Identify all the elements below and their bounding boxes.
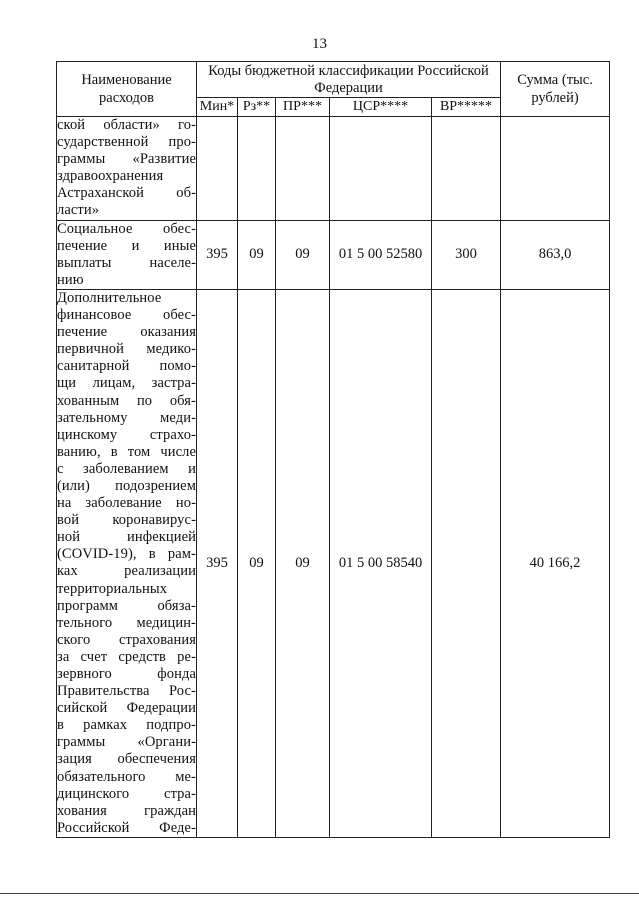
description-line: хованным по обя- xyxy=(57,392,196,409)
header-vr: ВР***** xyxy=(432,98,501,117)
description-line: Социальное обес- xyxy=(57,220,196,237)
description-line: цинскому страхо- xyxy=(57,426,196,443)
description-line: ского страхования xyxy=(57,631,196,648)
description-line: ной инфекцией xyxy=(57,529,196,546)
description-line: ласти» xyxy=(57,202,100,219)
description-line: обязательного ме- xyxy=(57,768,196,785)
description-line: печение и иные xyxy=(57,237,196,254)
description-line: ской области» го- xyxy=(57,117,196,133)
cell-min: 395 xyxy=(197,220,238,289)
description-line: граммы «Органи- xyxy=(57,734,196,751)
table-row xyxy=(57,220,610,289)
description-line: санитарной помо- xyxy=(57,358,196,375)
cell-pr: 09 xyxy=(276,220,330,289)
description-line: программ обяза- xyxy=(57,597,196,614)
description-line: сийской Федерации xyxy=(57,700,196,717)
row-description xyxy=(57,220,197,289)
header-pr: ПР*** xyxy=(276,98,330,117)
description-line: хования граждан xyxy=(57,802,196,819)
cell-vr: 300 xyxy=(432,220,501,289)
description-line: (или) подозрением xyxy=(57,477,196,494)
header-sum: Сумма (тыс. рублей) xyxy=(501,62,610,117)
cell-sum xyxy=(501,117,610,221)
description-line: выплаты населе- xyxy=(57,254,196,271)
description-line: за счет средств ре- xyxy=(57,648,196,665)
cell-min xyxy=(197,117,238,221)
description-line: зательному меди- xyxy=(57,409,196,426)
description-line: вой коронавирус- xyxy=(57,512,196,529)
bottom-rule xyxy=(0,893,639,894)
description-line: на заболевание но- xyxy=(57,495,196,512)
description-line: Астраханской об- xyxy=(57,185,196,202)
header-rz: Рз** xyxy=(238,98,276,117)
cell-vr xyxy=(432,117,501,221)
row-description xyxy=(57,289,197,837)
cell-csr xyxy=(330,117,432,221)
description-line: Российской Феде- xyxy=(57,819,196,836)
cell-rz: 09 xyxy=(238,220,276,289)
header-codes: Коды бюджетной классификации Российской Федерации xyxy=(197,62,501,98)
row-description xyxy=(57,117,197,221)
cell-csr: 01 5 00 58540 xyxy=(330,289,432,837)
description-line: дицинского стра- xyxy=(57,785,196,802)
description-line: финансовое обес- xyxy=(57,307,196,324)
cell-rz xyxy=(238,117,276,221)
cell-rz: 09 xyxy=(238,289,276,837)
description-line: граммы «Развитие xyxy=(57,151,196,168)
cell-pr: 09 xyxy=(276,289,330,837)
description-line: ках реализации xyxy=(57,563,196,580)
header-csr: ЦСР**** xyxy=(330,98,432,117)
description-line: зервного фонда xyxy=(57,666,196,682)
cell-csr: 01 5 00 52580 xyxy=(330,220,432,289)
cell-min: 395 xyxy=(197,289,238,837)
description-line: Дополнительное xyxy=(57,289,162,306)
header-min: Мин* xyxy=(197,98,238,117)
description-line: в рамках подпро- xyxy=(57,717,196,734)
description-line: первичной медико- xyxy=(57,341,196,358)
header-name: Наименование расходов xyxy=(57,62,197,117)
description-line: щи лицам, застра- xyxy=(57,375,196,392)
budget-table xyxy=(56,61,610,838)
description-line: (COVID-19), в рам- xyxy=(57,546,196,563)
description-line: Правительства Рос- xyxy=(57,683,196,700)
cell-vr xyxy=(432,289,501,837)
description-line: тельного медицин- xyxy=(57,614,196,631)
table-row xyxy=(57,117,610,221)
description-line: зация обеспечения xyxy=(57,751,196,768)
description-line: с заболеванием и xyxy=(57,460,196,477)
description-line: печение оказания xyxy=(57,324,196,341)
description-line: ванию, в том числе xyxy=(57,443,196,460)
description-line: здравоохранения xyxy=(57,168,164,185)
description-line: нию xyxy=(57,271,84,288)
page-number: 13 xyxy=(312,36,327,52)
description-line: территориальных xyxy=(57,580,168,597)
table-row xyxy=(57,289,610,837)
cell-sum: 863,0 xyxy=(501,220,610,289)
description-line: сударственной про- xyxy=(57,134,196,151)
cell-pr xyxy=(276,117,330,221)
cell-sum: 40 166,2 xyxy=(501,289,610,837)
